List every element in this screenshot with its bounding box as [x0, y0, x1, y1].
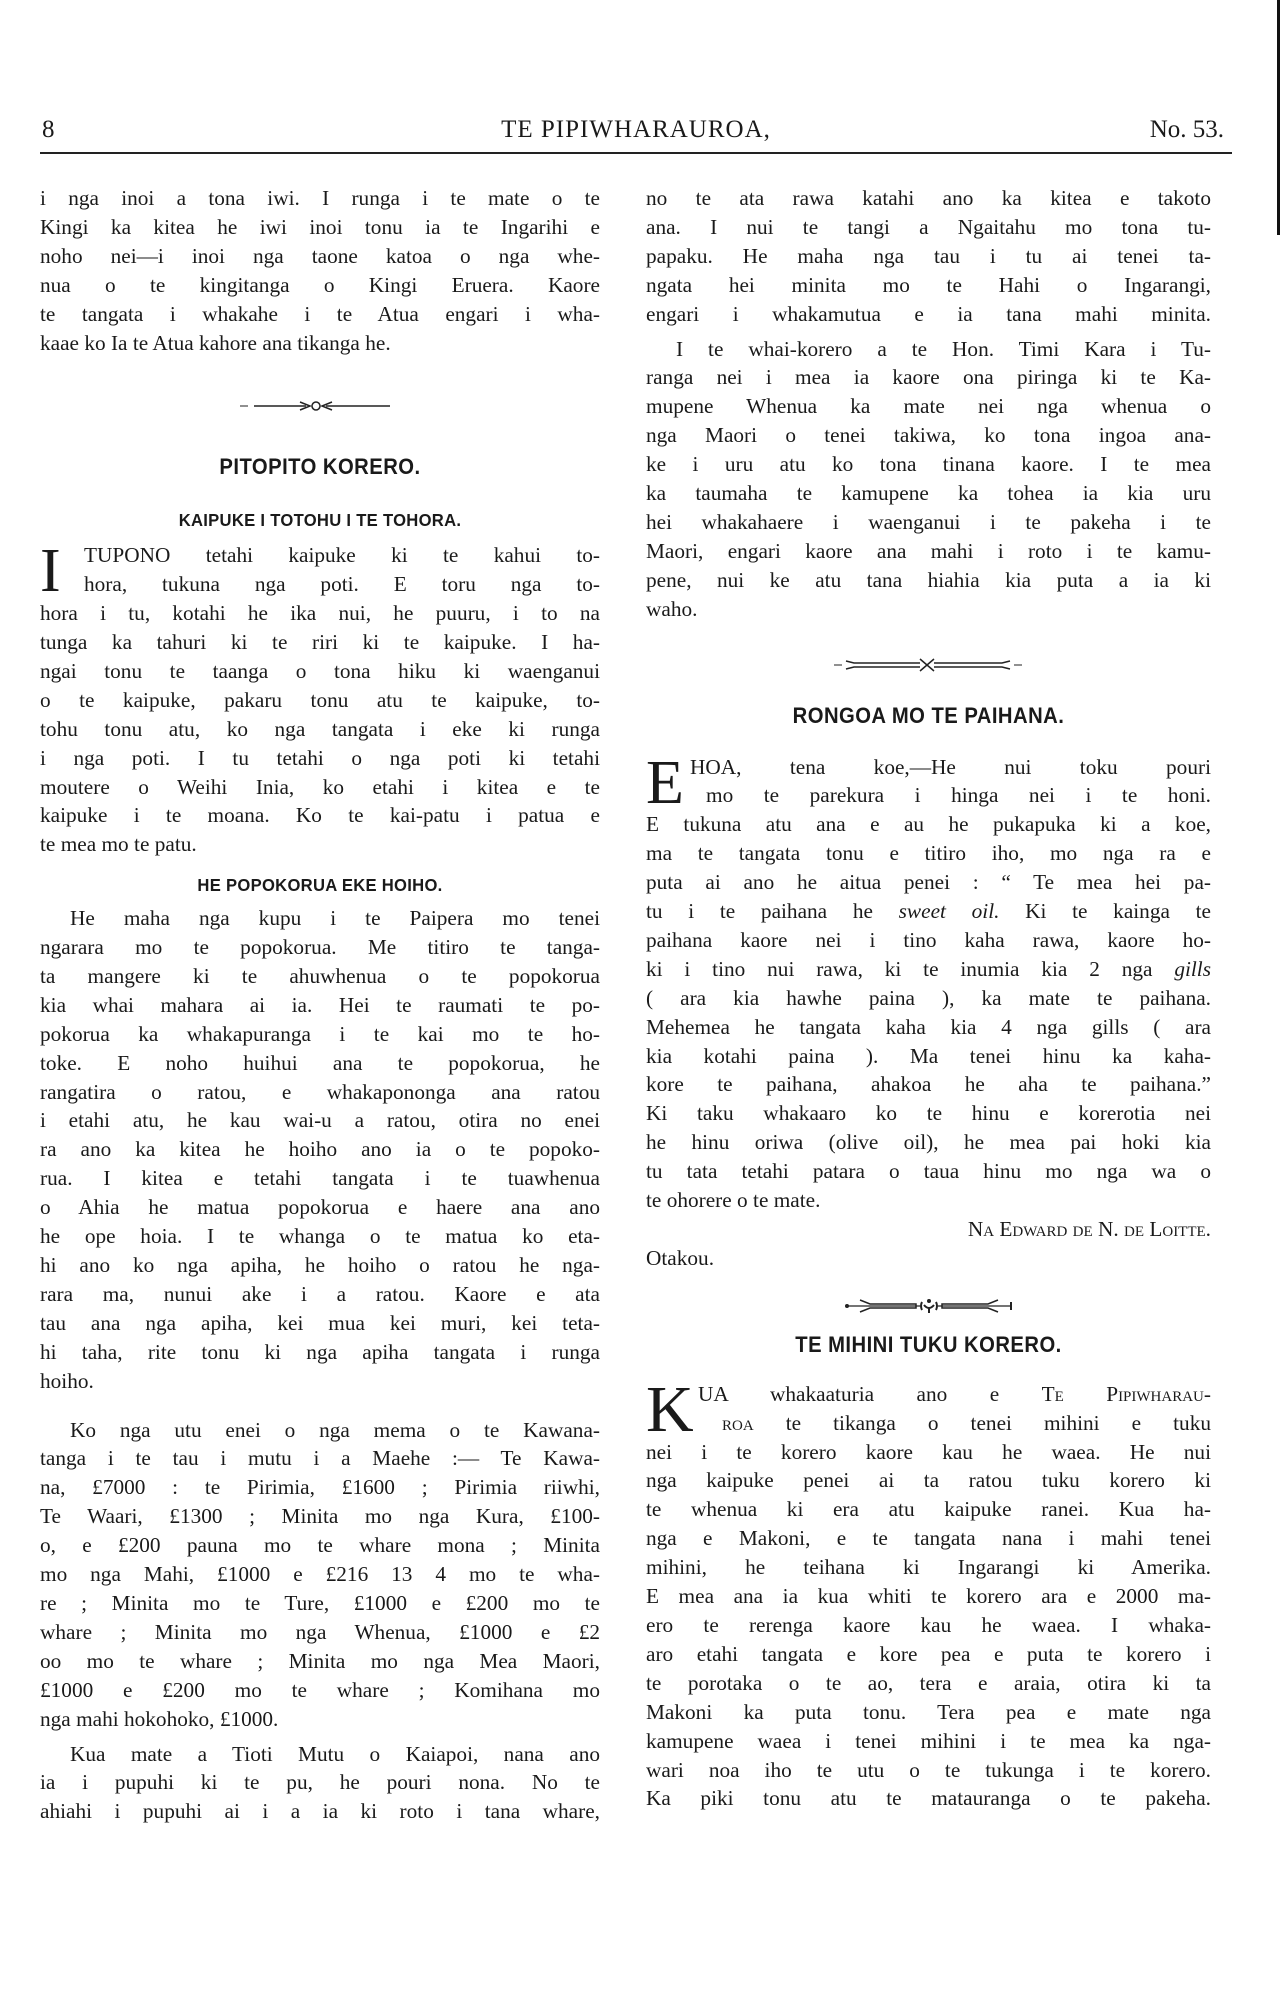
text-line: nei i te korero kaore kau he waea. He nui [646, 1439, 1211, 1464]
text-line: tu tata tetahi patara o taua hinu mo nga wa o [646, 1159, 1211, 1184]
text-line: nua o te kingitanga o Kingi Eruera. Kaore [40, 272, 600, 297]
text-line: te ohorere o te mate. [646, 1188, 821, 1213]
text-line: paihana kaore nei i tino kaha rawa, kaore ho- [646, 927, 1211, 952]
text-line: Ki taku whakaaro ko te hinu e korerotia nei [646, 1101, 1211, 1126]
text-line: ka taumaha te kamupene ka tohea ia kia uru [646, 481, 1211, 506]
text-line: aro etahi tangata e kore pea e puta te korero i [646, 1641, 1211, 1666]
obituary-paragraph [40, 1740, 600, 1827]
text-line: hei whakahaere i waenganui i te pakeha i te [646, 509, 1211, 534]
text-line: kore te paihana, ahakoa he aha te paihana.” [646, 1072, 1211, 1097]
text-line: hora, tukuna nga poti. E toru nga to- [84, 572, 600, 597]
publication-name: roa [722, 1410, 754, 1435]
text-line: mihini, he teihana ki Ingarangi ki Amerika. [646, 1555, 1211, 1580]
text-line: I te whai-korero a te Hon. Timi Kara i Tu- [676, 336, 1211, 361]
text-line: nga kaipuke penei ai ta ratou tuku korero ki [646, 1468, 1211, 1493]
text-line: ana. I nui te tangi a Ngaitahu mo tona tu- [646, 214, 1211, 239]
text-line: nga mahi hokohoko, £1000. [40, 1706, 279, 1731]
text-line: te whenua ki era atu kaipuke ranei. Kua ha- [646, 1497, 1211, 1522]
text-line: he ope hoia. I te whanga o te matua ko eta- [40, 1224, 600, 1249]
text-line: na, £7000 : te Pirimia, £1600 ; Pirimia riiwhi, [40, 1475, 600, 1500]
right-column [646, 184, 1211, 1813]
text-line: rara ma, nunui ake i a ratou. Kaore e ata [40, 1281, 600, 1306]
article-title: TE MIHINI TUKU KORERO. [795, 1331, 1062, 1357]
text-line: Makoni ka puta tonu. Tera pea e mate nga [646, 1699, 1211, 1724]
text-line: ero te rerenga kaore kau he waea. I whaka- [646, 1612, 1211, 1637]
text-fragment: UA whakaaturia ano e [698, 1381, 1042, 1406]
text-fragment: tu i te paihana he [646, 899, 899, 924]
text-line: Kua mate a Tioti Mutu o Kaiapoi, nana ano [70, 1741, 600, 1766]
text-line: TUPONO tetahi kaipuke ki te kahui to- [84, 543, 600, 568]
text-line: pokorua ka whakapuranga i te kai mo te ho- [40, 1021, 600, 1046]
drop-cap: I [40, 537, 61, 606]
text-line: mo te parekura i hinga nei i te honi. [706, 783, 1211, 808]
text-line: no te ata rawa katahi ano ka kitea e takoto [646, 186, 1211, 210]
text-line: hi taha, rite tonu ki nga apiha tangata i runga [40, 1339, 600, 1364]
text-line [646, 1380, 1211, 1409]
left-column [40, 184, 600, 1826]
text-line: Kingi ka kitea he iwi inoi tonu ia te Ingarihi e [40, 214, 600, 239]
fleuron-rule-ornament-icon [646, 1291, 1211, 1321]
text-line: nga Maori o tenei takiwa, ko tona ingoa ana- [646, 423, 1211, 448]
article-body [40, 537, 600, 859]
text-line: ranga nei i mea ia kaore ona piringa ki te Ka- [646, 365, 1211, 390]
text-line: toke. E noho huihui ana te popokorua, he [40, 1050, 600, 1075]
text-line: re ; Minita mo te Ture, £1000 e £200 mo te [40, 1590, 600, 1615]
arrow-circle-ornament-icon [40, 391, 600, 421]
text-line [646, 955, 1211, 984]
text-line: whare ; Minita mo nga Whenua, £1000 e £2 [40, 1619, 600, 1644]
section-title: PITOPITO KORERO. [219, 454, 421, 480]
text-fragment: ki i tino nui rawa, ki te inumia kia 2 nga [646, 956, 1175, 981]
intro-paragraph [40, 184, 600, 357]
text-line: kia whai mahara ai ia. Hei te raumati te po- [40, 992, 600, 1017]
text-line: i etahi atu, he kau wai-u a ratou, otira no enei [40, 1108, 600, 1133]
text-line: pene, nui ke atu tana hiahia kia puta a ia ki [646, 567, 1211, 592]
news-paragraph [646, 335, 1211, 624]
text-line: Te Waari, £1300 ; Minita mo nga Kura, £100- [40, 1504, 600, 1529]
text-line: Mehemea he tangata kaha kia 4 nga gills ( ara [646, 1014, 1211, 1039]
article-title: RONGOA MO TE PAIHANA. [792, 702, 1065, 728]
text-line: £1000 e £200 mo te whare ; Komihana mo [40, 1677, 600, 1702]
text-line: nga e Makoni, e te tangata nana i mahi tenei [646, 1526, 1211, 1551]
text-line: ia i pupuhi ki te pu, he pouri nona. No te [40, 1770, 600, 1795]
text-line: mupene Whenua ka mate nei nga whenua o [646, 394, 1211, 419]
text-line: E tukuna atu ana e au he pukapuka ki a koe, [646, 812, 1211, 837]
article-body [40, 904, 600, 1395]
text-line: hi ano ko nga apiha, he hoiho o ratou he nga- [40, 1253, 600, 1277]
italic-term: sweet oil. [898, 899, 1000, 924]
text-line: kia kotahi paina ). Ma tenei hinu ka kaha- [646, 1043, 1211, 1068]
text-line: ngarara mo te popokorua. Me titiro te tanga- [40, 935, 600, 960]
text-line: oo mo te whare ; Minita mo nga Mea Maori, [40, 1648, 600, 1673]
text-line: te porotaka o te ao, tera e araia, otira ki ta [646, 1670, 1211, 1695]
obituary-continued [646, 184, 1211, 329]
text-line: he hinu oriwa (olive oil), he mea pai hoki kia [646, 1130, 1211, 1155]
issue-number: No. 53. [1149, 116, 1224, 143]
text-line: E mea ana ia kua whiti te korero ara e 2000 ma- [646, 1584, 1211, 1609]
publication-name: Te Pipiwharau- [1041, 1381, 1211, 1406]
text-line: moutere o Weihi Inia, ko etahi i kitea e te [40, 774, 600, 799]
article-title: KAIPUKE I TOTOHU I TE TOHORA. [178, 510, 462, 531]
text-line: kaae ko Ia te Atua kahore ana tikanga he. [40, 330, 391, 355]
text-line: kaipuke i te moana. Ko te kai-patu i patua e [40, 803, 600, 828]
text-line: te tangata i whakahe i te Atua engari i wha- [40, 301, 600, 326]
text-line: Maori, engari kaore ana mahi i roto i te kamu- [646, 538, 1211, 563]
text-line: puta ai ano he aitua penei : “ Te mea hei pa- [646, 870, 1211, 895]
salaries-paragraph [40, 1416, 600, 1734]
text-line [646, 1409, 1211, 1438]
text-fragment: Ki te kainga te [999, 899, 1211, 924]
text-line: tau ana nga apiha, kei mua kei muri, kei teta- [40, 1310, 600, 1335]
text-fragment: te tikanga o tenei mihini e tuku [753, 1410, 1211, 1435]
publication-title: TE PIPIWHARAUROA, [501, 116, 771, 143]
place-line: Otakou. [646, 1245, 715, 1270]
text-line: He maha nga kupu i te Paipera mo tenei [70, 906, 600, 931]
text-line: o te kaipuke, pakaru tonu atu te kaipuke, to- [40, 687, 600, 712]
text-line: tunga ka tahuri ki te riri ki te kaipuke. I ha- [40, 629, 600, 654]
text-line: mo nga Mahi, £1000 e £216 13 4 mo te wha- [40, 1562, 600, 1587]
drop-cap: K [646, 1372, 694, 1446]
text-line: hoiho. [40, 1368, 94, 1393]
text-line [646, 897, 1211, 926]
text-line: ra ano ka kitea he hoiho ano ia o te popoko- [40, 1137, 600, 1162]
text-line: i nga poti. I tu tetahi o nga poti ki tetahi [40, 745, 600, 770]
text-line: wari noa iho te utu o te tukunga i te korero. [646, 1757, 1211, 1782]
text-line: te mea mo te patu. [40, 832, 197, 857]
signature: Na Edward de N. de Loitte. [967, 1217, 1211, 1241]
text-line: engari i whakamutua e ia tana mahi minita. [646, 301, 1211, 326]
text-line: ke i uru atu ko tona tinana kaore. I te mea [646, 452, 1211, 477]
page-header [40, 112, 1232, 154]
text-line: Ka piki tonu atu te matauranga o te pakeha. [646, 1786, 1211, 1811]
text-line: papaku. He maha nga tau i tu ai tenei ta- [646, 243, 1211, 268]
page-number: 8 [42, 116, 55, 143]
text-line: Ko nga utu enei o nga mema o te Kawana- [70, 1417, 600, 1442]
text-line: tohu tonu atu, ko nga tangata i eke ki runga [40, 716, 600, 741]
text-line: HOA, tena koe,—He nui toku pouri [690, 754, 1211, 779]
text-line: ma te tangata tonu e titiro iho, mo nga ra e [646, 841, 1211, 866]
text-line: ta mangere ki te ahuwhenua o te popokorua [40, 963, 600, 988]
text-line: ( ara kia hawhe paina ), ka mate te paihana. [646, 985, 1211, 1010]
text-line: ahiahi i pupuhi ai i a ia ki roto i tana whare, [40, 1799, 600, 1824]
text-line: rua. I kitea e tetahi tangata i te tuawhenua [40, 1166, 600, 1191]
text-line: waho. [646, 596, 698, 621]
text-line: noho nei—i inoi nga taone katoa o nga whe- [40, 243, 600, 268]
text-line: ngata hei minita mo te Hahi o Ingarangi, [646, 272, 1211, 297]
text-line: o Ahia he matua popokorua e haere ana ano [40, 1195, 600, 1220]
text-line: i nga inoi a tona iwi. I runga i te mate o te [40, 186, 600, 210]
crossed-rule-ornament-icon [646, 650, 1211, 680]
article-body [646, 1372, 1211, 1814]
text-line: tanga i te tau i mutu i a Maehe :— Te Kawa- [40, 1446, 600, 1471]
article-title: HE POPOKORUA EKE HOIHO. [197, 875, 443, 896]
text-line: o, e £200 pauna mo te whare mona ; Minita [40, 1533, 600, 1558]
text-line: kamupene waea i tenei mihini i te mea ka nga- [646, 1728, 1211, 1753]
article-body [646, 748, 1211, 1273]
text-line: hora i tu, kotahi he ika nui, he puuru, i to na [40, 601, 600, 626]
text-line: ngai tonu te taanga o tona hiku ki waenganui [40, 658, 600, 683]
italic-term: gills [1174, 956, 1211, 981]
text-line: rangatira o ratou, e whakapononga ana ratou [40, 1079, 600, 1104]
drop-cap: E [646, 748, 684, 817]
